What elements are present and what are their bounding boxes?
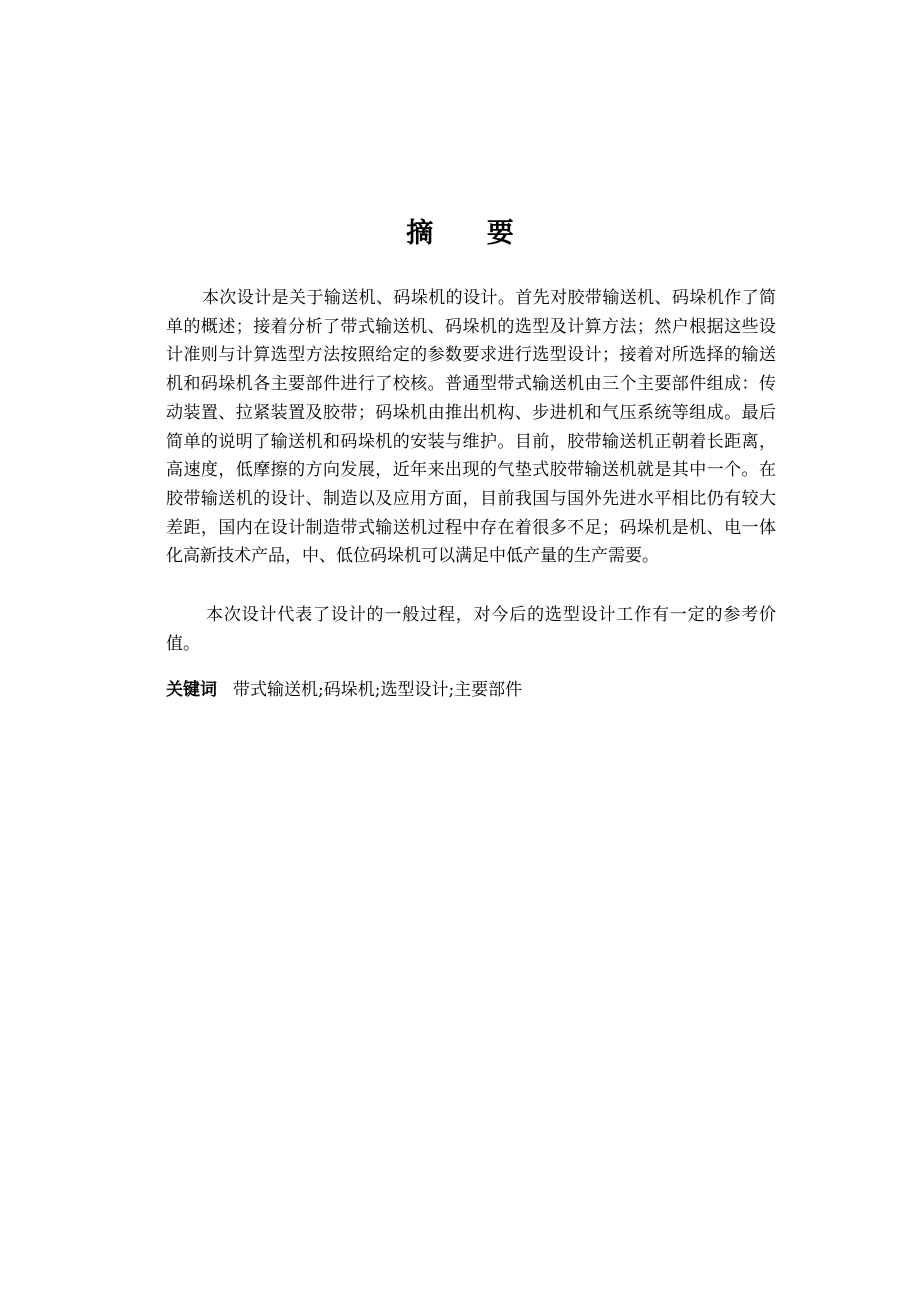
abstract-paragraph-2: 本次设计代表了设计的一般过程，对今后的选型设计工作有一定的参考价值。 xyxy=(166,605,776,654)
keywords-value: 带式输送机;码垛机;选型设计;主要部件 xyxy=(233,680,523,700)
abstract-title: 摘 要 xyxy=(406,218,536,249)
keywords-line xyxy=(166,676,776,704)
abstract-paragraph-1: 本次设计是关于输送机、码垛机的设计。首先对胶带输送机、码垛机作了简单的概述；接着分析了带式输送机、码垛机的选型及计算方法；然户根据这些设计准则与计算选型方法按照给定的参数要求进行选型设计；接着对所选择的输送机和码垛机各主要部件进行了校核。普通型带式输送机由三个主要部件组成：传动装置、拉紧装置及胶带；码垛机由推出机构、步进机和气压系统等组成。最后简单的说明了输送机和码垛机的安装与维护。目前，胶带输送机正朝着长距离，高速度，低摩擦的方向发展，近年来出现的气垫式胶带输送机就是其中一个。在胶带输送机的设计、制造以及应用方面，目前我国与国外先进水平相比仍有较大差距，国内在设计制造带式输送机过程中存在着很多不足；码垛机是机、电一体化高新技术产品，中、低位码垛机可以满足中低产量的生产需要。 xyxy=(166,288,776,567)
keywords-label: 关键词 xyxy=(166,680,217,700)
